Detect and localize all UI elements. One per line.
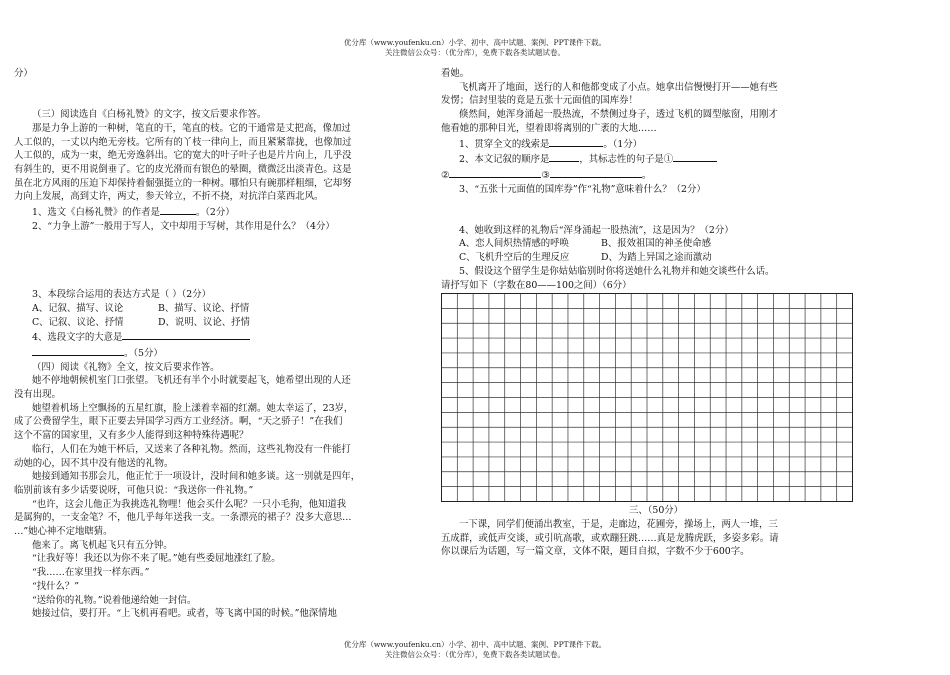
essay-line-1: 五成群，或低声交谈，或引吭高歌，或欢蹦狂跳……真是龙腾虎跃，多姿多彩。请 (441, 532, 779, 544)
essay-line-2: 你以课后为话题，写一篇文章，文体不限，题目自拟，字数不少于600字。 (441, 546, 750, 558)
header-line-2: 关注微信公众号：（优分库），免费下载各类试题试卷。 (385, 48, 565, 57)
s4-line-7: 她接到通知书那会儿，他正忙于一项设计，没时间和她多谈。这一别就是四年， (32, 471, 361, 483)
option-a[interactable]: A、恋人间炽热情感的呼唤 (459, 238, 569, 250)
s4-line-8: 临别前该有多少话要说呀，可他只说：“我送你一件礼物。” (14, 484, 254, 496)
option-d[interactable]: D、说明、议论、抒情 (158, 316, 250, 328)
header-line-1: 优分库（www.youfenku.cn）小学、初中、高中试题、案例、PPT课件下载。 (343, 38, 607, 47)
option-c[interactable]: C、飞机升空后的生理反应 (459, 252, 570, 264)
writing-grid[interactable] (441, 293, 871, 502)
answer-blank[interactable] (549, 136, 603, 147)
section-4-title: （四）阅读《礼物》全文，按文后要求作答。 (32, 361, 220, 373)
right-top-fragment: 看她。 (441, 68, 470, 79)
option-c[interactable]: C、记叙、议论、抒情 (32, 316, 124, 328)
part-3-title: 三、（50分） (628, 505, 684, 517)
left-top-fragment: 分） (14, 68, 33, 79)
s4-line-11: …”她心神不定地瞎猜。 (14, 526, 113, 538)
s4-line-12: 他来了。离飞机起飞只有五分钟。 (32, 539, 173, 551)
s4-line-0: 她不停地朝候机室门口张望。飞机还有半个小时就要起飞，她希望出现的人还 (32, 375, 351, 387)
question-4-5: 5、假设这个留学生是你姑姑临别时你将送她什么礼物并和她交谈些什么话。 (459, 265, 775, 277)
s3-line-2: 人工似的，成为一束，绝无旁逸斜出。它的宽大的叶子叶子也是片片向上，几乎没 (14, 150, 352, 162)
s4-line-10: 是属狗的，一支金笔？不，他几乎每年送我一支。一条漂亮的裙子？没多大意思… (14, 512, 352, 524)
s4-line-2: 她望着机场上空飘扬的五星红旗，脸上漾着幸福的红潮。她太幸运了，23岁， (32, 402, 354, 414)
option-a[interactable]: A、记叙、描写、议论 (32, 302, 124, 314)
footer-line-1: 优分库（www.youfenku.cn）小学、初中、高中试题、案例、PPT课件下载。 (343, 640, 607, 649)
s4-line-6: 动她的心，因不其中没有他送的礼物。 (14, 457, 174, 469)
q4-options-cd (441, 251, 871, 265)
r-line-1: 发愣；信封里装的竟是五张十元面值的国库券！ (441, 95, 638, 107)
answer-blank[interactable] (673, 151, 717, 162)
right-column (441, 67, 871, 559)
r-line-3: 他看她的那种目光，望着即将离别的广袤的大地…… (441, 122, 657, 134)
question-4-1: 1、贯穿全文的线索是 。（1分） (441, 136, 871, 152)
answer-blank[interactable] (449, 167, 541, 178)
q4-options-ab (441, 237, 871, 251)
option-d[interactable]: D、为踏上异国之途而激动 (601, 252, 712, 264)
question-3-1: 1、选文《白杨礼赞》的作者是 。（2分） (14, 204, 409, 220)
answer-blank[interactable] (550, 167, 642, 178)
essay-line-0: 一下课，同学们便涌出教室，于是，走廊边，花圃旁，操场上，两人一堆，三 (459, 518, 778, 530)
question-4-2-line2: ② ③ 。 (441, 167, 871, 183)
question-4-5-instr: 请抒写如下（字数在80——100之间）（6分） (441, 279, 632, 291)
question-3-2: 2、“力争上游”一般用于写人，文中却用于写树，其作用是什么？（4分） (32, 220, 335, 232)
question-4-2: 2、本文记叙的顺序是 ，其标志性的句子是① (441, 151, 871, 167)
s4-line-14: “我……在家里找一样东西。” (32, 567, 150, 579)
question-4-4: 4、她收到这样的礼物后“浑身涌起一股热流”，这是因为？（2分） (459, 224, 734, 236)
s4-line-9: “也许，这会儿他正为我挑选礼物哩！他会买什么呢？一只小毛狗，他知道我 (32, 498, 347, 510)
s4-line-5: 临行，人们在为她干杯后，又送来了各种礼物。然而，这些礼物没有一件能打 (32, 443, 351, 455)
page-footer (0, 640, 950, 660)
s4-line-15: “找什么？” (32, 580, 80, 592)
s4-line-17: 她接过信，要打开。“上飞机再看吧。或者，等飞离中国的时候。”他深情地 (32, 608, 337, 620)
answer-blank[interactable] (160, 204, 196, 215)
section-3-title: （三）阅读选自《白杨礼赞》的文字，按文后要求作答。 (32, 109, 267, 121)
s4-line-16: “送给你的礼物。”说着他递给她一封信。 (32, 594, 197, 606)
page-header (0, 38, 950, 58)
s3-line-0: 那是力争上游的一种树，笔直的干，笔直的枝。它的干通常是丈把高，像加过 (32, 122, 351, 134)
s3-line-1: 人工似的，一丈以内绝无旁枝。它所有的丫枝一律向上，而且紧紧靠拢，也像加过 (14, 136, 352, 148)
s4-line-1: 没有出现。 (14, 389, 61, 401)
question-3-3: 3、本段综合运用的表达方式是（ ）（2分） (32, 289, 211, 301)
writing-grid-svg[interactable] (441, 293, 853, 502)
question-3-4-end: 。（5分） (14, 345, 409, 361)
s4-line-3: 成了公费留学生，眼下正要去异国学习西方工业经济。啊，“天之骄子！”在我们 (14, 416, 343, 428)
options-cd (14, 316, 409, 330)
options-ab (14, 302, 409, 316)
answer-blank[interactable] (32, 345, 124, 356)
r-line-0: 飞机离开了地面，送行的人和他都变成了小点。她拿出信慢慢打开——她有些 (459, 81, 778, 93)
r-line-2: 倏然间，她浑身涌起一股热流，不禁侧过身子，透过飞机的圆型舷窗，用刚才 (459, 109, 778, 121)
question-3-4: 4、选段文字的大意是 (14, 329, 409, 345)
s3-line-3: 有斜生的，更不用说倒垂了。它的皮光滑而有银色的晕圈，微微泛出淡青色。这是 (14, 163, 352, 175)
option-b[interactable]: B、描写、议论、抒情 (158, 302, 250, 314)
s4-line-13: “让我好等！我还以为你不来了呢。”她有些委屈地涨红了脸。 (32, 553, 281, 565)
answer-blank[interactable] (549, 151, 579, 162)
option-b[interactable]: B、报效祖国的神圣使命感 (601, 238, 712, 250)
s3-line-5: 力向上发展，高到丈许，两丈，参天耸立，不折不挠，对抗洋白菜西北风。 (14, 191, 324, 203)
answer-blank[interactable] (122, 329, 250, 340)
s3-line-4: 虽在北方风雨的压迫下却保持着倔强挺立的一种树。哪怕只有碗那样粗细，它却努 (14, 177, 352, 189)
question-4-3: 3、“五张十元面值的国库券”作“礼物”意味着什么？（2分） (459, 183, 706, 195)
footer-line-2: 关注微信公众号：（优分库），免费下载各类试题试卷。 (385, 650, 565, 659)
left-column (14, 67, 409, 621)
s4-line-4: 这个不富的国家里，又有多少人能得到这种特殊待遇呢？ (14, 430, 249, 442)
